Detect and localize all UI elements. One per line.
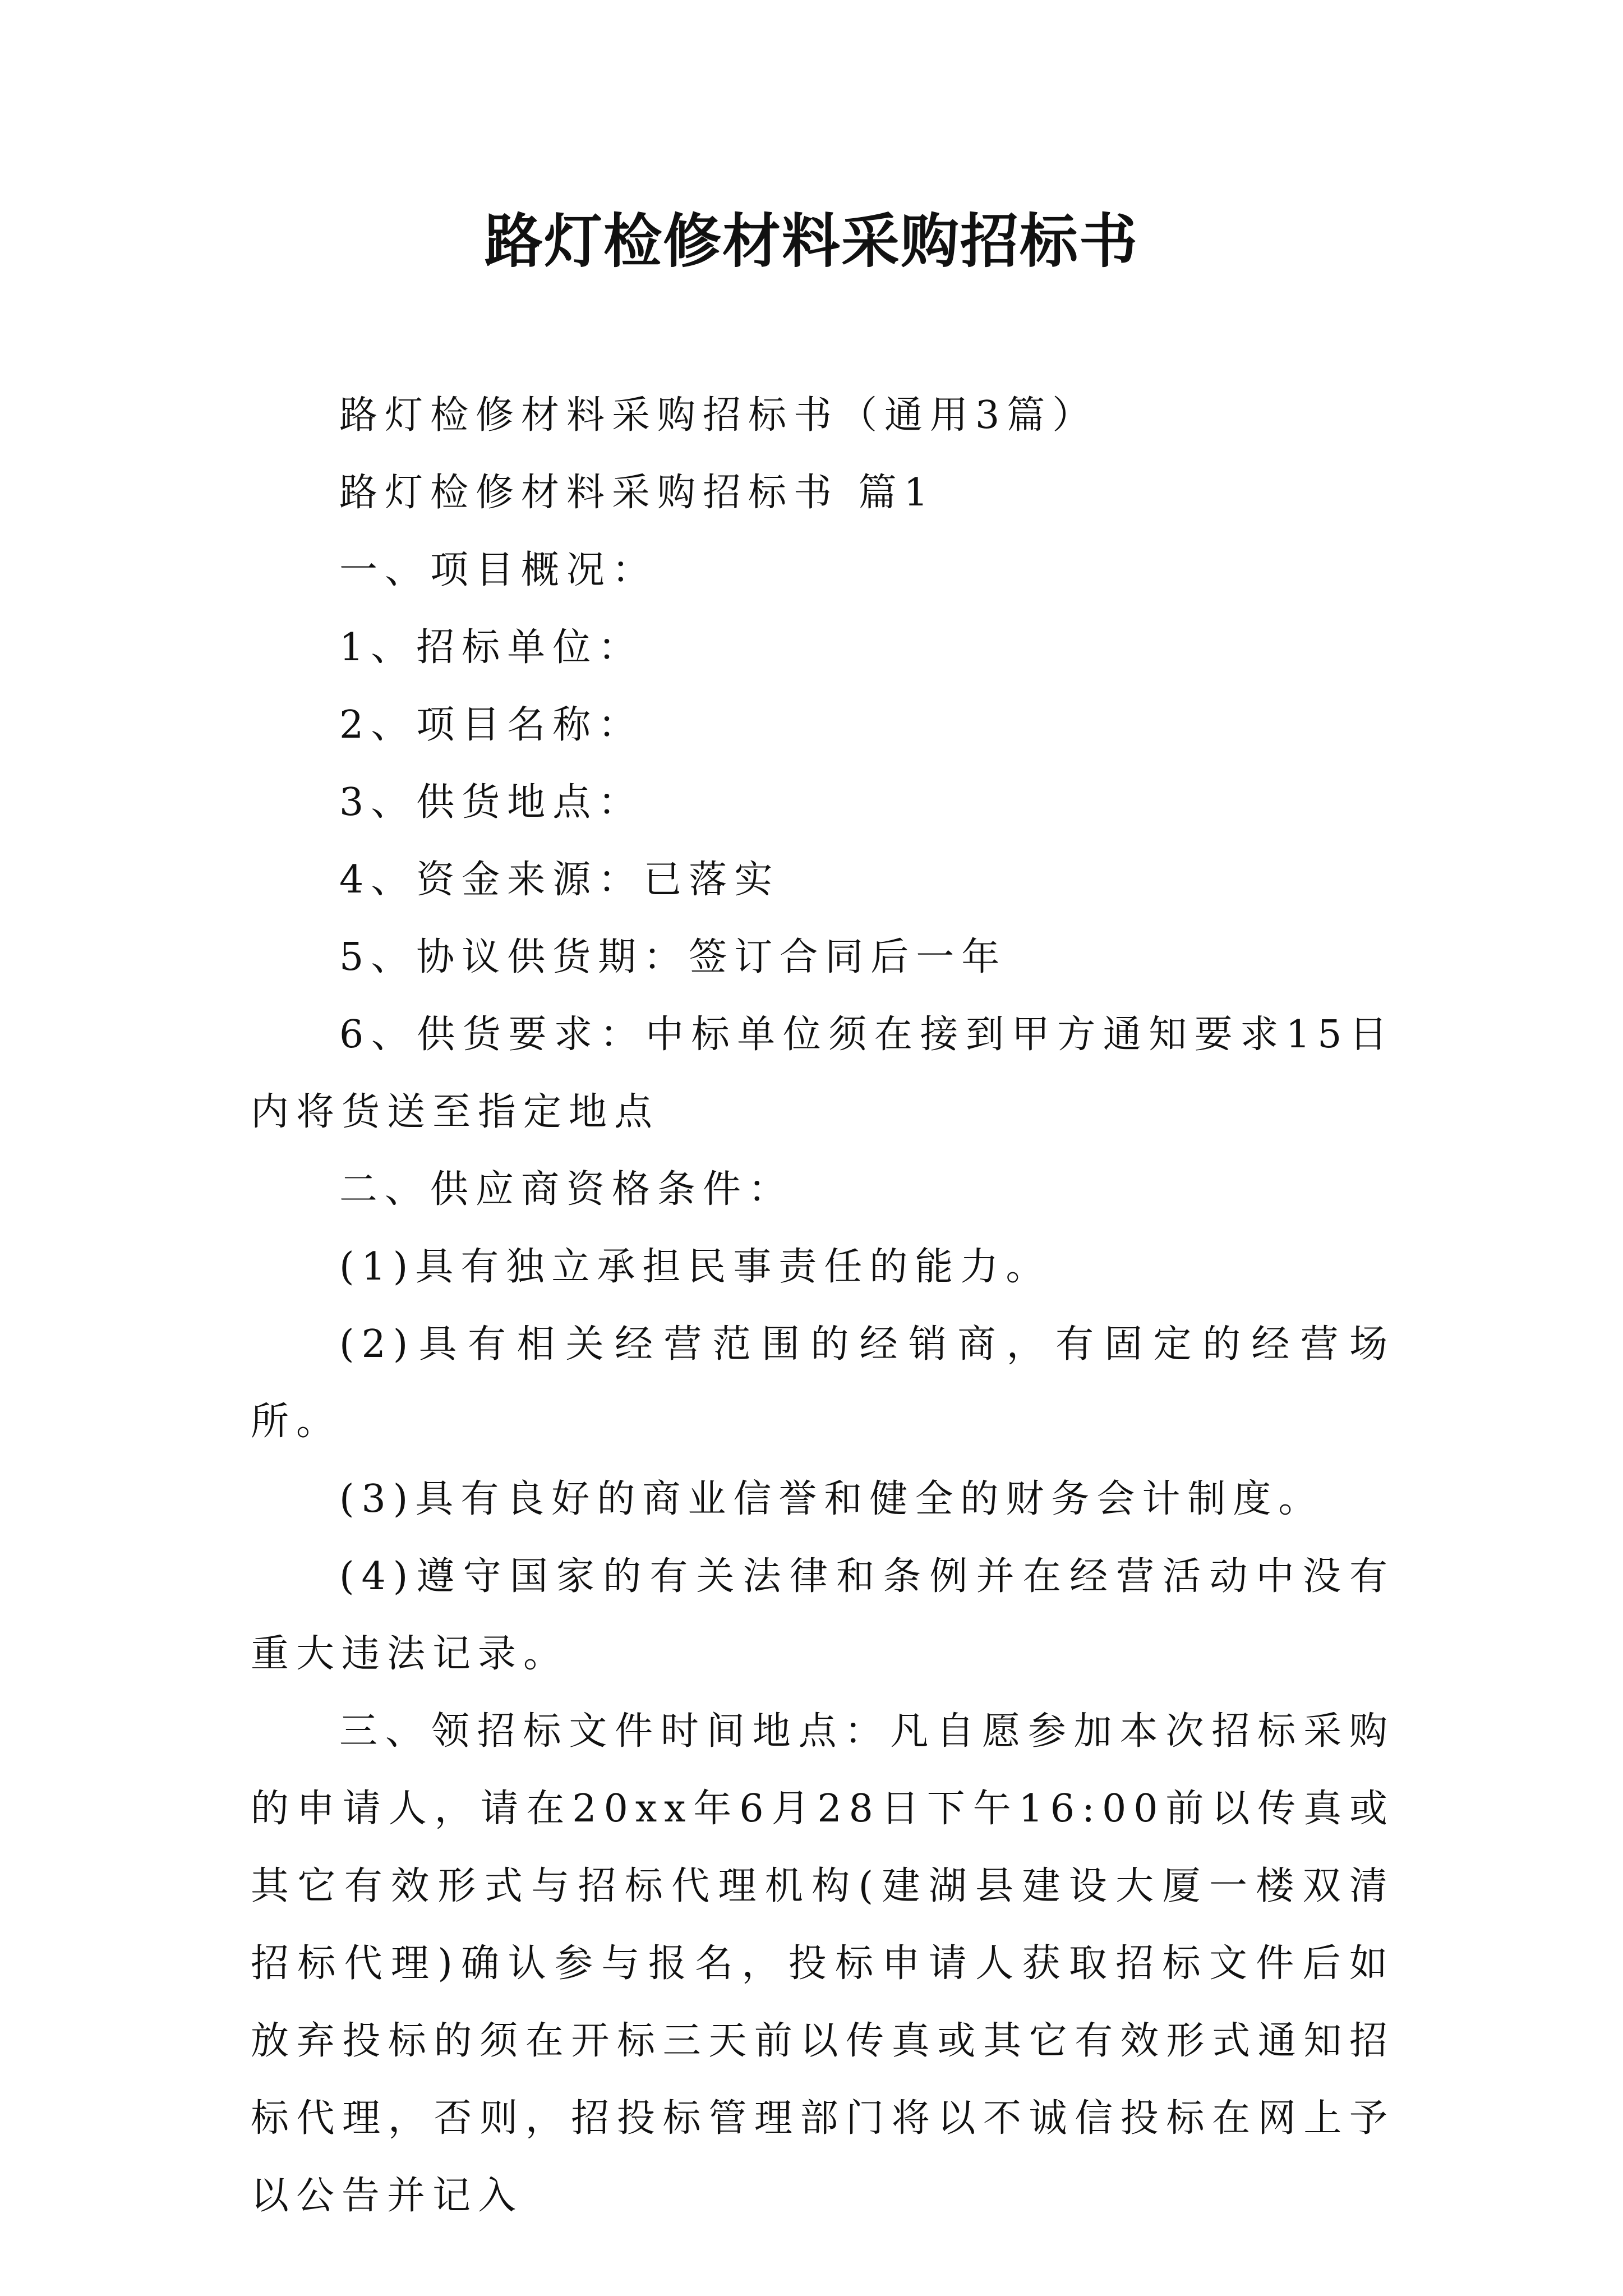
paragraph-delivery-location: 3、供货地点：: [339, 780, 644, 825]
paragraph-supply-requirement: 6、供货要求：中标单位须在接到甲方通知要求15日内将货送至指定地点: [251, 1013, 1395, 1134]
paragraph-funding-source: 4、资金来源：已落实: [339, 858, 780, 902]
paragraph-qualification-4: (4)遵守国家的有关法律和条例并在经营活动中没有重大违法记录。: [251, 1554, 1395, 1676]
paragraph-qualification-2: (2)具有相关经营范围的经销商，有固定的经营场所。: [251, 1322, 1395, 1444]
paragraph-project-overview: 一、项目概况：: [339, 548, 658, 592]
paragraph-section-heading: 路灯检修材料采购招标书 篇1: [339, 471, 935, 515]
paragraph-qualification-3: (3)具有良好的商业信誉和健全的财务会计制度。: [339, 1477, 1324, 1521]
paragraph-tender-unit: 1、招标单位：: [339, 625, 644, 670]
paragraph-document-collection: 三、领招标文件时间地点：凡自愿参加本次招标采购的申请人，请在20xx年6月28日下午16:00前以传真或其它有效形式与招标代理机构(建湖县建设大厦一楼双清招标代理)确认参与报名，投标申请人获取招标文件后如放弃投标的须在开标三天前以传真或其它有效形式通知招标代理，否则，招投标管理部门将以不诚信投标在网上予以公告并记入: [251, 1709, 1395, 2218]
document-title: 路灯检修材料采购招标书: [484, 207, 1138, 275]
paragraph-supply-period: 5、协议供货期：签订合同后一年: [339, 935, 1007, 979]
paragraph-project-name: 2、项目名称：: [339, 703, 644, 747]
paragraph-qualification-heading: 二、供应商资格条件：: [339, 1167, 794, 1212]
paragraph-qualification-1: (1)具有独立承担民事责任的能力。: [339, 1245, 1052, 1289]
paragraph-subtitle: 路灯检修材料采购招标书（通用3篇）: [339, 393, 1098, 438]
document-body: [251, 377, 1395, 2235]
